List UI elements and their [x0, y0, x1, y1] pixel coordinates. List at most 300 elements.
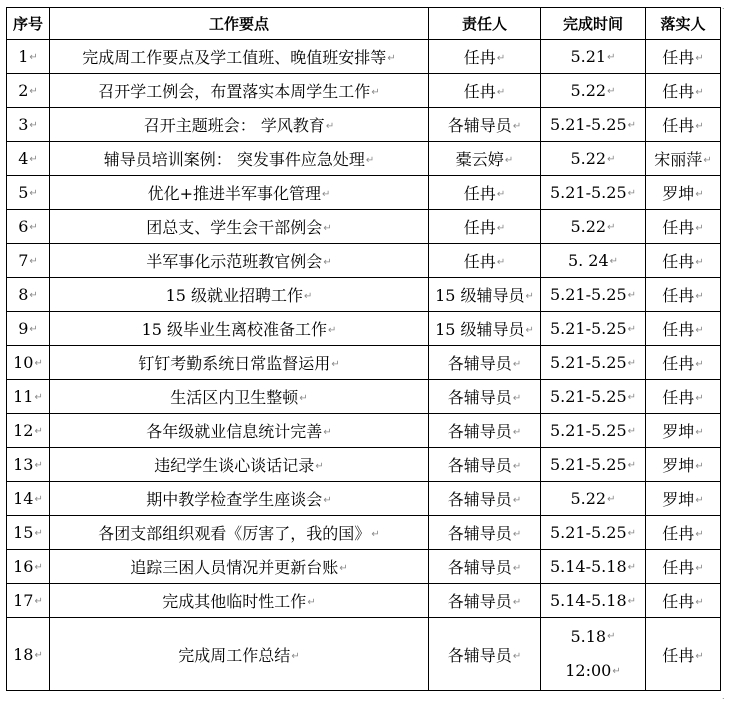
cell-no — [7, 618, 50, 691]
weekly-work-plan-table — [6, 7, 721, 691]
cell-owner — [429, 482, 541, 516]
table-row — [7, 584, 721, 618]
paragraph-mark-icon: ↵ — [291, 650, 300, 662]
cell-owner — [429, 618, 541, 691]
header-task: 工作要点 — [50, 8, 429, 40]
cell-deadline — [541, 448, 646, 482]
cell-task — [50, 278, 429, 312]
paragraph-mark-icon: ↵ — [325, 121, 335, 132]
paragraph-mark-icon: ↵ — [512, 597, 522, 608]
cell-task-text: 15 级就业招聘工作 — [165, 286, 304, 305]
cell-deadline — [541, 210, 646, 244]
table-row — [7, 210, 721, 244]
paragraph-mark-icon: ↵ — [627, 426, 637, 437]
paragraph-mark-icon: ↵ — [607, 86, 616, 97]
cell-task-text: 辅导员培训案例： 突发事件应急处理 — [103, 150, 365, 169]
cell-owner-text: 任冉 — [463, 252, 496, 271]
cell-owner-text: 各辅导员 — [447, 558, 512, 577]
table-row — [7, 618, 721, 691]
cell-implementer — [646, 210, 721, 244]
cell-no — [7, 414, 50, 448]
cell-no-text: 14 — [13, 489, 34, 508]
paragraph-mark-icon: ↵ — [29, 324, 38, 335]
cell-no-text: 1 — [18, 47, 29, 66]
table-row — [7, 108, 721, 142]
cell-deadline-text: 5.21-5.25 — [549, 421, 627, 440]
cell-implementer — [646, 278, 721, 312]
table-row — [7, 244, 721, 278]
cell-task-text: 期中教学检查学生座谈会 — [146, 490, 323, 509]
paragraph-mark-icon: ↵ — [512, 563, 522, 574]
paragraph-mark-icon: ↵ — [29, 256, 38, 267]
table-row — [7, 312, 721, 346]
paragraph-mark-icon: ↵ — [34, 649, 43, 661]
cell-deadline-text: 5.22 — [570, 81, 607, 100]
cell-deadline — [541, 516, 646, 550]
cell-deadline — [541, 108, 646, 142]
paragraph-mark-icon: ↵ — [365, 155, 375, 166]
cell-deadline-text: 5.21-5.25 — [549, 523, 627, 542]
header-owner: 责任人 — [429, 8, 541, 40]
cell-implementer-text: 任冉 — [662, 645, 695, 665]
cell-task-text: 召开学工例会，布置落实本周学生工作 — [98, 82, 371, 101]
table-body — [7, 40, 721, 691]
cell-deadline — [541, 278, 646, 312]
cell-no — [7, 584, 50, 618]
paragraph-mark-icon: ↵ — [695, 53, 704, 64]
cell-task — [50, 244, 429, 278]
table-row — [7, 176, 721, 210]
cell-owner-text: 任冉 — [463, 184, 496, 203]
paragraph-mark-icon: ↵ — [512, 529, 522, 540]
paragraph-mark-icon: ↵ — [496, 223, 506, 234]
cell-deadline-text: 5. 24 — [567, 251, 609, 270]
paragraph-mark-icon: ↵ — [322, 189, 331, 200]
cell-owner-text: 各辅导员 — [447, 388, 512, 407]
cell-task — [50, 448, 429, 482]
cell-no — [7, 176, 50, 210]
cell-implementer-text: 任冉 — [662, 320, 695, 339]
paragraph-mark-icon: ↵ — [328, 325, 337, 336]
cell-owner — [429, 550, 541, 584]
cell-implementer-text: 任冉 — [662, 252, 695, 271]
paragraph-mark-icon: ↵ — [512, 359, 522, 370]
cell-deadline — [541, 550, 646, 584]
cell-owner — [429, 346, 541, 380]
paragraph-mark-icon: ↵ — [695, 461, 704, 472]
paragraph-mark-icon: ↵ — [607, 154, 616, 165]
paragraph-mark-icon: ↵ — [512, 427, 522, 438]
cell-deadline-text: 5.21-5.25 — [549, 353, 627, 372]
paragraph-mark-icon: ↵ — [371, 87, 380, 98]
cell-deadline — [541, 74, 646, 108]
cell-task-text: 召开主题班会： 学风教育 — [143, 116, 325, 135]
cell-deadline — [541, 380, 646, 414]
paragraph-mark-icon: ↵ — [607, 631, 616, 642]
cell-no — [7, 244, 50, 278]
paragraph-mark-icon: ↵ — [323, 427, 332, 438]
cell-no — [7, 108, 50, 142]
table-row — [7, 516, 721, 550]
paragraph-mark-icon: ↵ — [512, 650, 522, 662]
cell-implementer — [646, 448, 721, 482]
paragraph-mark-icon: ↵ — [323, 495, 332, 506]
paragraph-mark-icon: ↵ — [496, 87, 506, 98]
cell-task-text: 各团支部组织观看《厉害了，我的国》 — [98, 524, 371, 543]
cell-task-text: 违纪学生谈心谈话记录 — [154, 456, 315, 475]
cell-owner-text: 橐云婷 — [455, 150, 504, 169]
cell-owner — [429, 380, 541, 414]
cell-deadline — [541, 618, 646, 691]
cell-owner-text: 各辅导员 — [447, 490, 512, 509]
table-row — [7, 448, 721, 482]
paragraph-mark-icon: ↵ — [695, 223, 704, 234]
cell-no — [7, 40, 50, 74]
cell-implementer — [646, 74, 721, 108]
cell-deadline-line2: 12:00 — [565, 661, 612, 680]
cell-no-text: 8 — [18, 285, 29, 304]
cell-owner — [429, 312, 541, 346]
cell-no-text: 11 — [13, 387, 34, 406]
paragraph-mark-icon: ↵ — [607, 52, 616, 63]
paragraph-mark-icon: ↵ — [525, 325, 534, 336]
cell-owner — [429, 278, 541, 312]
table-row — [7, 414, 721, 448]
cell-owner — [429, 448, 541, 482]
cell-deadline-text: 5.21-5.25 — [549, 455, 627, 474]
cell-owner-text: 各辅导员 — [447, 354, 512, 373]
cell-implementer-text: 任冉 — [662, 116, 695, 135]
paragraph-mark-icon: ↵ — [34, 392, 43, 403]
cell-task-text: 完成其他临时性工作 — [162, 592, 307, 611]
cell-task-text: 各年级就业信息统计完善 — [146, 422, 323, 441]
table-row — [7, 550, 721, 584]
paragraph-mark-icon: ↵ — [307, 597, 316, 608]
paragraph-mark-icon: ↵ — [496, 53, 506, 64]
cell-task — [50, 108, 429, 142]
cell-deadline-text: 5.21-5.25 — [549, 387, 627, 406]
paragraph-mark-icon: ↵ — [695, 529, 704, 540]
cell-task — [50, 516, 429, 550]
cell-owner-text: 15 级辅导员 — [435, 320, 525, 339]
paragraph-mark-icon: ↵ — [695, 427, 704, 438]
cell-owner — [429, 516, 541, 550]
cell-implementer — [646, 414, 721, 448]
cell-implementer — [646, 108, 721, 142]
paragraph-mark-icon: ↵ — [496, 257, 506, 268]
cell-no-text: 4 — [18, 149, 29, 168]
cell-owner — [429, 74, 541, 108]
cell-task-text: 完成周工作总结 — [178, 645, 291, 665]
paragraph-mark-icon: ↵ — [304, 291, 313, 302]
header-implementer: 落实人 — [646, 8, 721, 40]
cell-owner — [429, 176, 541, 210]
cell-no-text: 10 — [13, 353, 34, 372]
cell-task — [50, 74, 429, 108]
paragraph-mark-icon: ↵ — [627, 596, 637, 607]
paragraph-mark-icon: ↵ — [29, 52, 38, 63]
cell-deadline-text: 5.22 — [570, 489, 607, 508]
cell-owner-text: 各辅导员 — [447, 592, 512, 611]
cell-no — [7, 346, 50, 380]
cell-owner — [429, 108, 541, 142]
cell-task — [50, 176, 429, 210]
table-row — [7, 380, 721, 414]
corner-mark-top: . — [722, 2, 725, 11]
cell-owner-text: 各辅导员 — [447, 645, 512, 665]
paragraph-mark-icon: ↵ — [371, 529, 380, 540]
cell-deadline-text: 5.14-5.18 — [549, 557, 627, 576]
cell-no-text: 9 — [18, 319, 29, 338]
paragraph-mark-icon: ↵ — [525, 291, 534, 302]
cell-owner-text: 各辅导员 — [447, 456, 512, 475]
paragraph-mark-icon: ↵ — [627, 120, 637, 131]
paragraph-mark-icon: ↵ — [695, 495, 704, 506]
corner-mark-bottom: . — [722, 692, 725, 701]
paragraph-mark-icon: ↵ — [34, 426, 43, 437]
cell-no-text: 2 — [18, 81, 29, 100]
cell-deadline-text: 5.22 — [570, 217, 607, 236]
cell-task-text: 钉钉考勤系统日常监督运用 — [138, 354, 331, 373]
cell-task — [50, 380, 429, 414]
paragraph-mark-icon: ↵ — [315, 461, 324, 472]
cell-implementer — [646, 516, 721, 550]
cell-task — [50, 414, 429, 448]
cell-deadline — [541, 482, 646, 516]
cell-owner-text: 各辅导员 — [447, 524, 512, 543]
paragraph-mark-icon: ↵ — [695, 563, 704, 574]
cell-task — [50, 584, 429, 618]
cell-implementer — [646, 142, 721, 176]
table-header-row — [7, 8, 721, 40]
cell-deadline-text: 5.21 — [570, 47, 607, 66]
cell-implementer-text: 任冉 — [662, 592, 695, 611]
paragraph-mark-icon: ↵ — [627, 358, 637, 369]
cell-no-text: 7 — [18, 251, 29, 270]
cell-no-text: 18 — [13, 644, 34, 664]
cell-no-text: 13 — [13, 455, 34, 474]
paragraph-mark-icon: ↵ — [34, 358, 43, 369]
paragraph-mark-icon: ↵ — [627, 392, 637, 403]
cell-implementer — [646, 40, 721, 74]
cell-no-text: 16 — [13, 557, 34, 576]
paragraph-mark-icon: ↵ — [703, 155, 712, 166]
paragraph-mark-icon: ↵ — [627, 562, 637, 573]
cell-task — [50, 346, 429, 380]
cell-task — [50, 142, 429, 176]
cell-implementer — [646, 618, 721, 691]
paragraph-mark-icon: ↵ — [695, 291, 704, 302]
cell-owner-text: 任冉 — [463, 48, 496, 67]
paragraph-mark-icon: ↵ — [607, 222, 616, 233]
paragraph-mark-icon: ↵ — [323, 223, 332, 234]
table-row — [7, 40, 721, 74]
cell-deadline — [541, 176, 646, 210]
cell-implementer — [646, 244, 721, 278]
cell-task-text: 生活区内卫生整顿 — [170, 388, 299, 407]
paragraph-mark-icon: ↵ — [627, 188, 637, 199]
paragraph-mark-icon: ↵ — [695, 257, 704, 268]
paragraph-mark-icon: ↵ — [339, 563, 348, 574]
paragraph-mark-icon: ↵ — [609, 256, 619, 267]
paragraph-mark-icon: ↵ — [29, 188, 38, 199]
cell-task-text: 优化+推进半军事化管理 — [147, 184, 322, 203]
cell-implementer-text: 罗坤 — [662, 184, 695, 203]
paragraph-mark-icon: ↵ — [695, 325, 704, 336]
paragraph-mark-icon: ↵ — [34, 562, 43, 573]
cell-owner — [429, 584, 541, 618]
cell-no-text: 6 — [18, 217, 29, 236]
cell-task-text: 追踪三困人员情况并更新台账 — [130, 558, 339, 577]
cell-implementer-text: 任冉 — [662, 524, 695, 543]
cell-implementer — [646, 312, 721, 346]
paragraph-mark-icon: ↵ — [627, 324, 637, 335]
cell-task — [50, 312, 429, 346]
cell-deadline — [541, 346, 646, 380]
cell-owner — [429, 142, 541, 176]
cell-no — [7, 74, 50, 108]
cell-implementer — [646, 550, 721, 584]
cell-implementer-text: 罗坤 — [662, 456, 695, 475]
cell-implementer — [646, 380, 721, 414]
paragraph-mark-icon: ↵ — [627, 528, 637, 539]
paragraph-mark-icon: ↵ — [29, 290, 38, 301]
paragraph-mark-icon: ↵ — [323, 257, 332, 268]
cell-implementer-text: 宋丽萍 — [654, 150, 703, 169]
cell-task-text: 完成周工作要点及学工值班、晚值班安排等 — [82, 48, 387, 67]
paragraph-mark-icon: ↵ — [34, 494, 43, 505]
cell-deadline-line1: 5.18 — [570, 626, 607, 646]
paragraph-mark-icon: ↵ — [512, 121, 522, 132]
paragraph-mark-icon: ↵ — [331, 359, 340, 370]
cell-deadline — [541, 244, 646, 278]
cell-owner-text: 任冉 — [463, 218, 496, 237]
cell-deadline-text: 5.21-5.25 — [549, 285, 627, 304]
cell-no-text: 15 — [13, 523, 34, 542]
paragraph-mark-icon: ↵ — [512, 461, 522, 472]
paragraph-mark-icon: ↵ — [34, 460, 43, 471]
paragraph-mark-icon: ↵ — [387, 53, 396, 64]
cell-task — [50, 482, 429, 516]
cell-task-text: 团总支、学生会干部例会 — [146, 218, 323, 237]
cell-implementer-text: 任冉 — [662, 48, 695, 67]
cell-owner-text: 任冉 — [463, 82, 496, 101]
paragraph-mark-icon: ↵ — [512, 495, 522, 506]
paragraph-mark-icon: ↵ — [504, 155, 514, 166]
header-deadline: 完成时间 — [541, 8, 646, 40]
cell-deadline — [541, 142, 646, 176]
cell-owner-text: 15 级辅导员 — [435, 286, 525, 305]
cell-implementer-text: 罗坤 — [662, 490, 695, 509]
cell-implementer — [646, 346, 721, 380]
header-no: 序号 — [7, 8, 50, 40]
paragraph-mark-icon: ↵ — [29, 120, 38, 131]
cell-implementer-text: 任冉 — [662, 388, 695, 407]
cell-owner — [429, 244, 541, 278]
cell-implementer — [646, 482, 721, 516]
cell-implementer — [646, 176, 721, 210]
cell-no — [7, 312, 50, 346]
cell-no-text: 3 — [18, 115, 29, 134]
paragraph-mark-icon: ↵ — [695, 189, 704, 200]
cell-implementer-text: 任冉 — [662, 218, 695, 237]
cell-no — [7, 278, 50, 312]
cell-deadline-text: 5.22 — [570, 149, 607, 168]
paragraph-mark-icon: ↵ — [695, 650, 704, 662]
paragraph-mark-icon: ↵ — [299, 393, 308, 404]
cell-owner-text: 各辅导员 — [447, 116, 512, 135]
cell-owner — [429, 210, 541, 244]
cell-no-text: 12 — [13, 421, 34, 440]
table-row — [7, 74, 721, 108]
cell-deadline-text: 5.21-5.25 — [549, 319, 627, 338]
table-row — [7, 482, 721, 516]
paragraph-mark-icon: ↵ — [695, 393, 704, 404]
cell-no — [7, 482, 50, 516]
paragraph-mark-icon: ↵ — [695, 87, 704, 98]
cell-deadline-text: 5.14-5.18 — [549, 591, 627, 610]
paragraph-mark-icon: ↵ — [29, 222, 38, 233]
cell-deadline — [541, 312, 646, 346]
cell-task — [50, 210, 429, 244]
paragraph-mark-icon: ↵ — [34, 528, 43, 539]
cell-deadline-text: 5.21-5.25 — [549, 183, 627, 202]
paragraph-mark-icon: ↵ — [496, 189, 506, 200]
paragraph-mark-icon: ↵ — [29, 154, 38, 165]
cell-implementer-text: 任冉 — [662, 354, 695, 373]
cell-no — [7, 448, 50, 482]
paragraph-mark-icon: ↵ — [29, 86, 38, 97]
cell-no-text: 17 — [13, 591, 34, 610]
paragraph-mark-icon: ↵ — [695, 121, 704, 132]
paragraph-mark-icon: ↵ — [627, 290, 637, 301]
cell-task — [50, 40, 429, 74]
cell-owner-text: 各辅导员 — [447, 422, 512, 441]
cell-task — [50, 550, 429, 584]
cell-task-text: 半军事化示范班教官例会 — [146, 252, 323, 271]
cell-no — [7, 550, 50, 584]
table-row — [7, 346, 721, 380]
cell-deadline — [541, 40, 646, 74]
table-row — [7, 142, 721, 176]
cell-implementer-text: 罗坤 — [662, 422, 695, 441]
paragraph-mark-icon: ↵ — [612, 665, 621, 677]
cell-no — [7, 380, 50, 414]
table-row — [7, 278, 721, 312]
cell-implementer-text: 任冉 — [662, 286, 695, 305]
paragraph-mark-icon: ↵ — [627, 460, 637, 471]
cell-no — [7, 210, 50, 244]
cell-owner — [429, 40, 541, 74]
cell-implementer — [646, 584, 721, 618]
paragraph-mark-icon: ↵ — [695, 597, 704, 608]
cell-implementer-text: 任冉 — [662, 558, 695, 577]
paragraph-mark-icon: ↵ — [34, 596, 43, 607]
cell-task-text: 15 级毕业生离校准备工作 — [141, 320, 328, 339]
cell-task — [50, 618, 429, 691]
cell-deadline-text: 5.21-5.25 — [549, 115, 627, 134]
cell-no — [7, 142, 50, 176]
paragraph-mark-icon: ↵ — [607, 494, 616, 505]
cell-no-text: 5 — [18, 183, 29, 202]
cell-deadline — [541, 414, 646, 448]
cell-deadline — [541, 584, 646, 618]
cell-implementer-text: 任冉 — [662, 82, 695, 101]
cell-owner — [429, 414, 541, 448]
paragraph-mark-icon: ↵ — [695, 359, 704, 370]
cell-no — [7, 516, 50, 550]
paragraph-mark-icon: ↵ — [512, 393, 522, 404]
